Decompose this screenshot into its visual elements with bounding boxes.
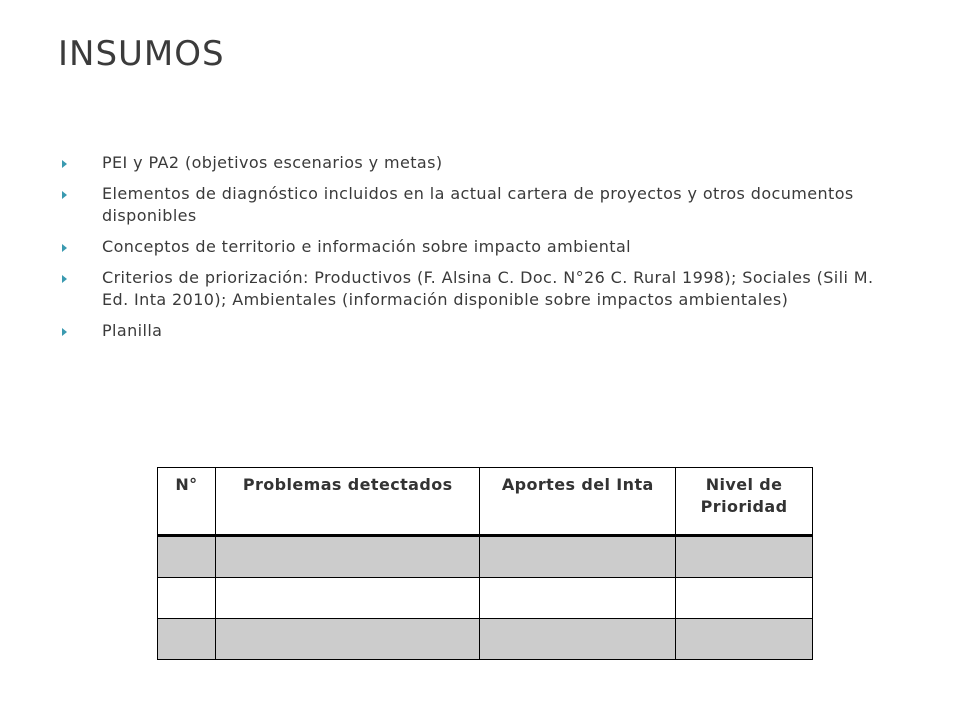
table-cell (158, 578, 216, 619)
header-priority: Nivel de Prioridad (676, 468, 813, 536)
table-cell (158, 536, 216, 578)
arrow-bullet-icon (62, 160, 67, 168)
bullet-text: Criterios de priorización: Productivos (F. Alsina C. Doc. N°26 C. Rural 1998); Sociales (Sili M. Ed. Inta 2010); Ambientales (información disponible sobre impactos ambientales) (102, 268, 874, 309)
header-number: N° (158, 468, 216, 536)
table-row (158, 619, 813, 660)
table-cell (215, 578, 480, 619)
bullet-text: Planilla (102, 321, 163, 340)
table-cell (480, 619, 676, 660)
header-contributions: Aportes del Inta (480, 468, 676, 536)
table-cell (676, 578, 813, 619)
bullet-text: PEI y PA2 (objetivos escenarios y metas) (102, 153, 443, 172)
bullet-text: Elementos de diagnóstico incluidos en la actual cartera de proyectos y otros documentos disponibles (102, 184, 854, 225)
table-header-row (158, 468, 813, 536)
bullet-item (60, 236, 900, 258)
table-cell (480, 536, 676, 578)
table-row (158, 578, 813, 619)
bullet-item (60, 320, 900, 342)
bullet-item (60, 267, 900, 311)
table-cell (215, 619, 480, 660)
table-cell (215, 536, 480, 578)
arrow-bullet-icon (62, 244, 67, 252)
table-cell (676, 619, 813, 660)
planilla-table (157, 467, 813, 660)
bullet-list (60, 152, 900, 351)
table-cell (676, 536, 813, 578)
header-problems: Problemas detectados (215, 468, 480, 536)
slide-title: INSUMOS (58, 34, 225, 74)
table-cell (480, 578, 676, 619)
arrow-bullet-icon (62, 275, 67, 283)
bullet-item (60, 152, 900, 174)
table-row (158, 536, 813, 578)
bullet-item (60, 183, 900, 227)
arrow-bullet-icon (62, 191, 67, 199)
bullet-text: Conceptos de territorio e información sobre impacto ambiental (102, 237, 632, 256)
arrow-bullet-icon (62, 328, 67, 336)
table-cell (158, 619, 216, 660)
